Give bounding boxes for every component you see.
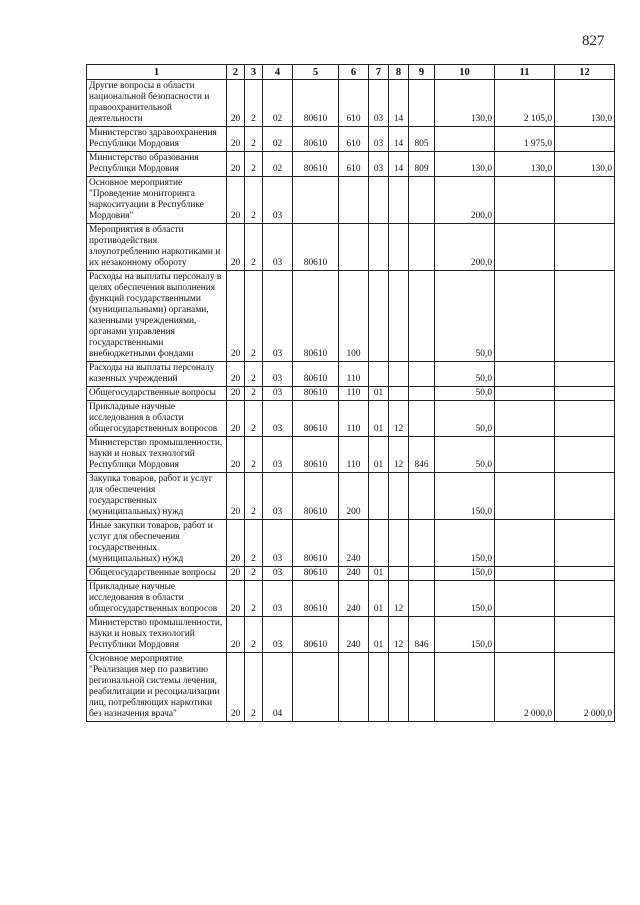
col7-cell: 01	[369, 567, 389, 581]
col2-cell: 20	[227, 271, 245, 362]
col7-cell: 01	[369, 581, 389, 617]
row-name-cell: Прикладные научные исследования в области общегосударственных вопросов	[87, 401, 227, 437]
row-name-cell: Министерство промышленности, науки и новых технологий Республики Мордовия	[87, 437, 227, 473]
col4-cell: 03	[263, 617, 293, 653]
col3-cell: 2	[245, 362, 263, 387]
col2-cell: 20	[227, 520, 245, 567]
col3-cell: 2	[245, 401, 263, 437]
col7-cell	[369, 224, 389, 271]
col3-cell: 2	[245, 581, 263, 617]
col5-cell: 80610	[293, 362, 339, 387]
row-name-cell: Другие вопросы в области национальной безопасности и правоохранительной деятельности	[87, 80, 227, 127]
table-row	[87, 152, 615, 177]
col12-amount-cell	[555, 437, 615, 473]
col10-amount-cell: 130,0	[435, 80, 495, 127]
col6-cell: 240	[339, 581, 369, 617]
col5-cell: 80610	[293, 271, 339, 362]
col9-cell: 846	[409, 437, 435, 473]
col7-cell: 03	[369, 80, 389, 127]
col12-amount-cell	[555, 401, 615, 437]
row-name-cell: Министерство промышленности, науки и новых технологий Республики Мордовия	[87, 617, 227, 653]
col2-cell: 20	[227, 473, 245, 520]
col8-cell	[389, 653, 409, 722]
column-header: 5	[293, 65, 339, 80]
row-name-cell: Министерство здравоохранения Республики Мордовия	[87, 127, 227, 152]
col2-cell: 20	[227, 653, 245, 722]
col12-amount-cell: 2 000,0	[555, 653, 615, 722]
col5-cell: 80610	[293, 567, 339, 581]
col2-cell: 20	[227, 617, 245, 653]
col5-cell	[293, 177, 339, 224]
col11-amount-cell	[495, 520, 555, 567]
column-header: 8	[389, 65, 409, 80]
col6-cell	[339, 177, 369, 224]
col7-cell	[369, 271, 389, 362]
col5-cell	[293, 653, 339, 722]
col6-cell: 240	[339, 520, 369, 567]
col6-cell: 240	[339, 617, 369, 653]
col8-cell	[389, 271, 409, 362]
col9-cell	[409, 567, 435, 581]
header-row	[87, 65, 615, 80]
col8-cell: 14	[389, 80, 409, 127]
col3-cell: 2	[245, 567, 263, 581]
col7-cell: 03	[369, 152, 389, 177]
col4-cell: 03	[263, 437, 293, 473]
col2-cell: 20	[227, 177, 245, 224]
col2-cell: 20	[227, 581, 245, 617]
row-name-cell: Закупка товаров, работ и услуг для обеспечения государственных (муниципальных) нужд	[87, 473, 227, 520]
col12-amount-cell	[555, 224, 615, 271]
table-row	[87, 473, 615, 520]
col11-amount-cell	[495, 177, 555, 224]
col8-cell: 14	[389, 152, 409, 177]
col11-amount-cell: 2 000,0	[495, 653, 555, 722]
col10-amount-cell: 200,0	[435, 177, 495, 224]
col12-amount-cell	[555, 581, 615, 617]
col10-amount-cell: 150,0	[435, 473, 495, 520]
col5-cell: 80610	[293, 401, 339, 437]
col4-cell: 02	[263, 127, 293, 152]
col7-cell: 03	[369, 127, 389, 152]
col6-cell: 610	[339, 127, 369, 152]
col8-cell	[389, 473, 409, 520]
col9-cell: 805	[409, 127, 435, 152]
col10-amount-cell	[435, 127, 495, 152]
row-name-cell: Мероприятия в области противодействия злоупотреблению наркотиками и их незаконному обороту	[87, 224, 227, 271]
row-name-cell: Прикладные научные исследования в области общегосударственных вопросов	[87, 581, 227, 617]
col9-cell	[409, 520, 435, 567]
col10-amount-cell: 150,0	[435, 617, 495, 653]
col2-cell: 20	[227, 437, 245, 473]
table-row	[87, 617, 615, 653]
table-row	[87, 387, 615, 401]
col8-cell: 12	[389, 581, 409, 617]
col11-amount-cell	[495, 401, 555, 437]
table-row	[87, 401, 615, 437]
col10-amount-cell: 50,0	[435, 271, 495, 362]
table-row	[87, 653, 615, 722]
col6-cell: 610	[339, 152, 369, 177]
col4-cell: 03	[263, 473, 293, 520]
row-name-cell: Основное мероприятие "Проведение мониторинга наркоситуации в Республике Мордовия"	[87, 177, 227, 224]
col8-cell	[389, 520, 409, 567]
col9-cell	[409, 271, 435, 362]
col4-cell: 04	[263, 653, 293, 722]
table-row	[87, 271, 615, 362]
col4-cell: 03	[263, 271, 293, 362]
col8-cell: 12	[389, 617, 409, 653]
col5-cell: 80610	[293, 617, 339, 653]
col11-amount-cell: 130,0	[495, 152, 555, 177]
col3-cell: 2	[245, 271, 263, 362]
col3-cell: 2	[245, 437, 263, 473]
col11-amount-cell	[495, 271, 555, 362]
col5-cell: 80610	[293, 224, 339, 271]
col3-cell: 2	[245, 653, 263, 722]
col7-cell	[369, 177, 389, 224]
col7-cell: 01	[369, 401, 389, 437]
column-header: 2	[227, 65, 245, 80]
col12-amount-cell	[555, 362, 615, 387]
col3-cell: 2	[245, 617, 263, 653]
col12-amount-cell	[555, 271, 615, 362]
col4-cell: 03	[263, 581, 293, 617]
col2-cell: 20	[227, 387, 245, 401]
col11-amount-cell: 2 105,0	[495, 80, 555, 127]
col6-cell: 100	[339, 271, 369, 362]
col10-amount-cell: 50,0	[435, 401, 495, 437]
column-header: 4	[263, 65, 293, 80]
col11-amount-cell	[495, 617, 555, 653]
row-name-cell: Министерство образования Республики Мордовия	[87, 152, 227, 177]
col3-cell: 2	[245, 520, 263, 567]
col4-cell: 03	[263, 401, 293, 437]
col2-cell: 20	[227, 401, 245, 437]
col2-cell: 20	[227, 567, 245, 581]
col9-cell	[409, 653, 435, 722]
row-name-cell: Расходы на выплаты персоналу в целях обеспечения выполнения функций государственными (муниципальными) органами, казенными учреждениями, органами управления государственными внебюджетными фондами	[87, 271, 227, 362]
row-name-cell: Общегосударственные вопросы	[87, 567, 227, 581]
col9-cell	[409, 581, 435, 617]
col12-amount-cell: 130,0	[555, 152, 615, 177]
col12-amount-cell: 130,0	[555, 80, 615, 127]
col10-amount-cell: 50,0	[435, 437, 495, 473]
col9-cell: 809	[409, 152, 435, 177]
col7-cell: 01	[369, 437, 389, 473]
column-header: 12	[555, 65, 615, 80]
col3-cell: 2	[245, 152, 263, 177]
row-name-cell: Расходы на выплаты персоналу казенных учреждений	[87, 362, 227, 387]
col2-cell: 20	[227, 80, 245, 127]
col9-cell	[409, 387, 435, 401]
col8-cell	[389, 567, 409, 581]
col5-cell: 80610	[293, 152, 339, 177]
col6-cell: 240	[339, 567, 369, 581]
budget-table	[86, 64, 615, 722]
col11-amount-cell	[495, 224, 555, 271]
table-body	[87, 80, 615, 722]
col6-cell: 200	[339, 473, 369, 520]
col8-cell: 12	[389, 437, 409, 473]
col11-amount-cell	[495, 437, 555, 473]
col9-cell: 846	[409, 617, 435, 653]
col5-cell: 80610	[293, 581, 339, 617]
col11-amount-cell	[495, 387, 555, 401]
col4-cell: 03	[263, 362, 293, 387]
col9-cell	[409, 401, 435, 437]
col6-cell: 110	[339, 387, 369, 401]
col11-amount-cell	[495, 581, 555, 617]
table-row	[87, 567, 615, 581]
col4-cell: 03	[263, 177, 293, 224]
col10-amount-cell: 130,0	[435, 152, 495, 177]
col3-cell: 2	[245, 127, 263, 152]
col5-cell: 80610	[293, 473, 339, 520]
row-name-cell: Иные закупки товаров, работ и услуг для обеспечения государственных (муниципальных) нужд	[87, 520, 227, 567]
table-row	[87, 127, 615, 152]
column-header: 9	[409, 65, 435, 80]
col5-cell: 80610	[293, 520, 339, 567]
col2-cell: 20	[227, 362, 245, 387]
col3-cell: 2	[245, 224, 263, 271]
column-header: 11	[495, 65, 555, 80]
col3-cell: 2	[245, 387, 263, 401]
col10-amount-cell: 50,0	[435, 362, 495, 387]
col11-amount-cell: 1 975,0	[495, 127, 555, 152]
col9-cell	[409, 473, 435, 520]
table-row	[87, 177, 615, 224]
col12-amount-cell	[555, 177, 615, 224]
col7-cell: 01	[369, 617, 389, 653]
table-row	[87, 520, 615, 567]
table-row	[87, 362, 615, 387]
col10-amount-cell: 200,0	[435, 224, 495, 271]
col7-cell	[369, 520, 389, 567]
col12-amount-cell	[555, 387, 615, 401]
col4-cell: 03	[263, 520, 293, 567]
col10-amount-cell: 50,0	[435, 387, 495, 401]
col4-cell: 03	[263, 567, 293, 581]
page-number: 827	[582, 33, 605, 49]
col7-cell: 01	[369, 387, 389, 401]
col7-cell	[369, 473, 389, 520]
col2-cell: 20	[227, 127, 245, 152]
col11-amount-cell	[495, 362, 555, 387]
col7-cell	[369, 362, 389, 387]
col6-cell: 610	[339, 80, 369, 127]
col6-cell	[339, 224, 369, 271]
col12-amount-cell	[555, 473, 615, 520]
row-name-cell: Общегосударственные вопросы	[87, 387, 227, 401]
col6-cell: 110	[339, 437, 369, 473]
col4-cell: 03	[263, 224, 293, 271]
column-header: 7	[369, 65, 389, 80]
col5-cell: 80610	[293, 80, 339, 127]
col4-cell: 02	[263, 80, 293, 127]
col3-cell: 2	[245, 177, 263, 224]
col6-cell: 110	[339, 362, 369, 387]
col4-cell: 02	[263, 152, 293, 177]
table-row	[87, 80, 615, 127]
col5-cell: 80610	[293, 387, 339, 401]
column-header: 3	[245, 65, 263, 80]
col10-amount-cell: 150,0	[435, 567, 495, 581]
col3-cell: 2	[245, 473, 263, 520]
col5-cell: 80610	[293, 127, 339, 152]
col8-cell	[389, 224, 409, 271]
col12-amount-cell	[555, 520, 615, 567]
column-header: 1	[87, 65, 227, 80]
col8-cell: 12	[389, 401, 409, 437]
col10-amount-cell: 150,0	[435, 581, 495, 617]
table-row	[87, 581, 615, 617]
table-row	[87, 224, 615, 271]
col4-cell: 03	[263, 387, 293, 401]
col11-amount-cell	[495, 473, 555, 520]
col6-cell	[339, 653, 369, 722]
col9-cell	[409, 177, 435, 224]
col9-cell	[409, 362, 435, 387]
col12-amount-cell	[555, 567, 615, 581]
col2-cell: 20	[227, 152, 245, 177]
row-name-cell: Основное мероприятие "Реализация мер по развитию региональной системы лечения, реабилитации и ресоциализации лиц, потребляющих наркотики без назначения врача"	[87, 653, 227, 722]
col11-amount-cell	[495, 567, 555, 581]
col9-cell	[409, 224, 435, 271]
col8-cell	[389, 177, 409, 224]
col10-amount-cell	[435, 653, 495, 722]
col3-cell: 2	[245, 80, 263, 127]
col6-cell: 110	[339, 401, 369, 437]
col5-cell: 80610	[293, 437, 339, 473]
col7-cell	[369, 653, 389, 722]
table-row	[87, 437, 615, 473]
col8-cell: 14	[389, 127, 409, 152]
column-header: 6	[339, 65, 369, 80]
col2-cell: 20	[227, 224, 245, 271]
column-header: 10	[435, 65, 495, 80]
col12-amount-cell	[555, 127, 615, 152]
col8-cell	[389, 362, 409, 387]
col9-cell	[409, 80, 435, 127]
col10-amount-cell: 150,0	[435, 520, 495, 567]
col8-cell	[389, 387, 409, 401]
col12-amount-cell	[555, 617, 615, 653]
